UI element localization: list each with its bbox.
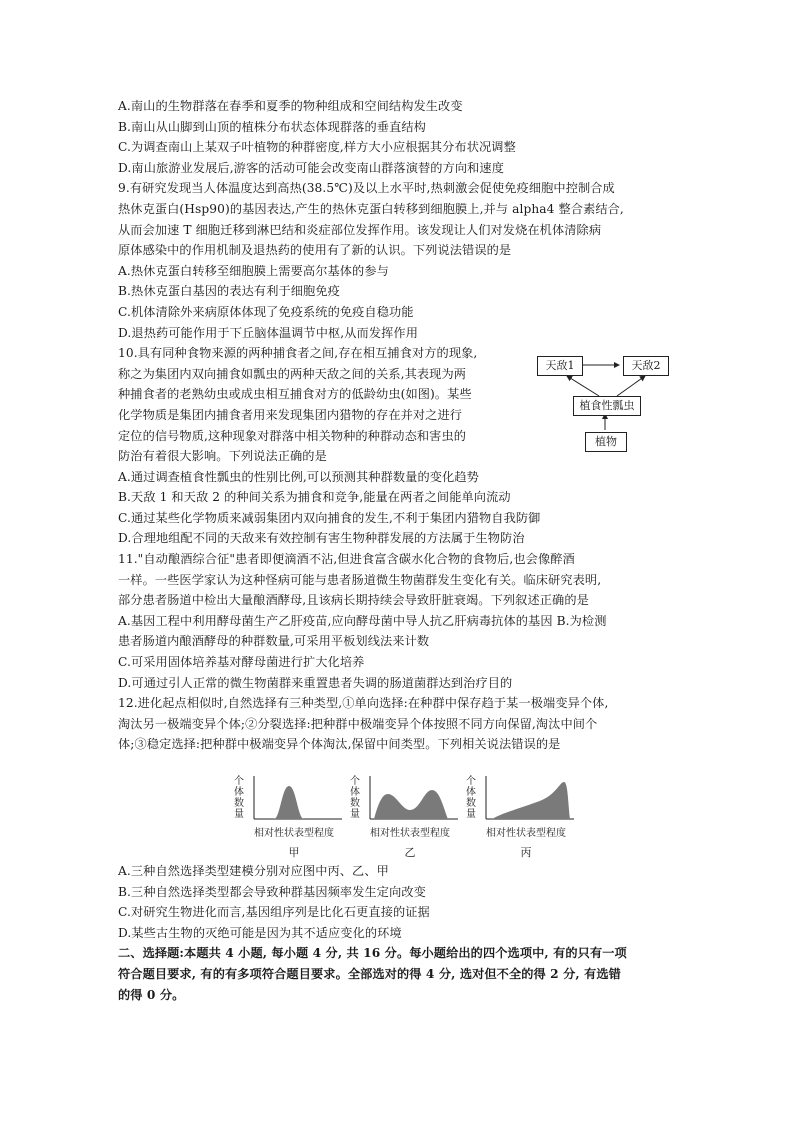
text-line: 称之为集团内双向捕食如瓢虫的两种天敌之间的关系,其表现为两 (118, 366, 467, 381)
text-line: 9.有研究发现当人体温度达到高热(38.5℃)及以上水平时,热刺激会促使免疫细胞中控制合成 (118, 181, 615, 196)
y-axis-label: 个体数量 (350, 776, 360, 820)
text-line: A.热休克蛋白转移至细胞膜上需要高尔基体的参与 (118, 263, 389, 278)
text-line: 11."自动酿酒综合征"患者即便滴酒不沾,但进食富含碳水化合物的食物后,也会像醉酒 (118, 552, 575, 567)
section-heading-line-1: 二、选择题:本题共 4 小题, 每小题 4 分, 共 16 分。每小题给出的四个选项中, 有的只有一项 (118, 946, 627, 961)
text-line: 患者肠道内酿酒酵母的种群数量,可采用平板划线法来计数 (118, 634, 430, 649)
text-line: C.通过某些化学物质来减弱集团内双向捕食的发生,不利于集团内猎物自我防御 (118, 510, 541, 525)
section-heading-line-2: 符合题目要求, 有的有多项符合题目要求。全部选对的得 4 分, 选对但不全的得 2 分, 有选错 (118, 966, 621, 981)
y-axis-label: 个体数量 (466, 776, 476, 820)
text-lines-after-figure (118, 861, 678, 943)
text-line: C.机体清除外来病原体体现了免疫系统的免疫自稳功能 (118, 304, 414, 319)
figure-bing (464, 774, 576, 864)
caption-bing: 丙 (520, 846, 532, 859)
text-line: A.三种自然选择类型建模分别对应图中丙、乙、甲 (118, 864, 389, 878)
text-line: 一样。一些医学家认为这种怪病可能与患者肠道微生物菌群发生变化有关。临床研究表明, (118, 572, 602, 587)
text-line: D.南山旅游业发展后,游客的活动可能会改变南山群落演替的方向和速度 (118, 160, 505, 175)
text-line: C.为调查南山上某双子叶植物的种群密度,样方大小应根据其分布状况调整 (118, 140, 516, 155)
text-line: A.通过调查植食性瓢虫的性别比例,可以预测其种群数量的变化趋势 (118, 469, 479, 484)
enemy2-box: 天敌2 (623, 356, 669, 376)
text-line: C.对研究生物进化而言,基因组序列是比化石更直接的证据 (118, 905, 430, 920)
section-heading-line-3: 的得 0 分。 (118, 987, 185, 1002)
text-line: 热休克蛋白(Hsp90)的基因表达,产生的热休克蛋白转移到细胞膜上,并与 alpha4 整合素结合, (118, 201, 624, 216)
herbivore-box: 植食性瓢虫 (573, 396, 641, 416)
enemy1-box: 天敌1 (537, 356, 583, 376)
question-text (118, 96, 678, 1005)
text-line: 从而会加速 T 细胞迁移到淋巴结和炎症部位发挥作用。该发现让人们对发烧在机体清除病 (118, 222, 602, 237)
plant-box: 植物 (585, 432, 627, 452)
text-line: 原体感染中的作用机制及退热药的使用有了新的认识。下列说法错误的是 (118, 243, 512, 258)
text-line: D.退热药可能作用于下丘脑体温调节中枢,从而发挥作用 (118, 325, 418, 340)
y-axis-label: 个体数量 (234, 776, 244, 820)
caption-jia: 甲 (288, 846, 300, 859)
curve-yi (362, 774, 462, 824)
text-line: 种捕食者的老熟幼虫或成虫相互捕食对方的低龄幼虫(如图)。某些 (118, 387, 472, 402)
text-line: 部分患者肠道中检出大量酿酒酵母,且该病长期持续会导致肝脏衰竭。下列叙述正确的是 (118, 593, 589, 608)
text-line: B.三种自然选择类型都会导致种群基因频率发生定向改变 (118, 884, 426, 899)
text-line: B.南山从山脚到山顶的植株分布状态体现群落的垂直结构 (118, 119, 426, 134)
figure-yi (348, 774, 460, 864)
text-line: 10.具有同种食物来源的两种捕食者之间,存在相互捕食对方的现象, (118, 346, 478, 361)
text-line: 淘汰另一极端变异个体;②分裂选择:把种群中极端变异个体按照不同方向保留,淘汰中间个 (118, 716, 598, 731)
text-line: 12.进化起点相似时,自然选择有三种类型,①单向选择:在种群中保存趋于某一极端变异个体, (118, 696, 609, 711)
text-line: 体;③稳定选择:把种群中极端变异个体淘汰,保留中间类型。下列相关说法错误的是 (118, 737, 561, 752)
text-line: 防治有着很大影响。下列说法正确的是 (118, 449, 327, 464)
text-line: C.可采用固体培养基对酵母菌进行扩大化培养 (118, 655, 365, 670)
x-axis-label: 相对性状表型程度 (370, 828, 450, 839)
curve-bing (478, 774, 578, 824)
text-line: A.南山的生物群落在春季和夏季的物种组成和空间结构发生改变 (118, 99, 463, 113)
x-axis-label: 相对性状表型程度 (486, 828, 566, 839)
text-line: D.某些古生物的灭绝可能是因为其不适应变化的环境 (118, 925, 402, 940)
selection-figures (232, 774, 576, 864)
curve-jia (246, 774, 346, 824)
figure-jia (232, 774, 344, 864)
text-line: B.热休克蛋白基因的表达有利于细胞免疫 (118, 284, 340, 299)
text-line: A.基因工程中利用酵母菌生产乙肝疫苗,应向酵母菌中导人抗乙肝病毒抗体的基因 B.为检测 (118, 613, 607, 628)
text-line: D.合理地组配不同的天敌来有效控制有害生物种群发展的方法属于生物防治 (118, 531, 525, 546)
text-line: 定位的信号物质,这种现象对群落中相关物种的种群动态和害虫的 (118, 428, 467, 443)
text-line: 化学物质是集团内捕食者用来发现集团内猎物的存在并对之进行 (118, 407, 463, 422)
text-line: D.可通过引人正常的微生物菌群来重置患者失调的肠道菌群达到治疗目的 (118, 675, 513, 690)
food-web-diagram (537, 352, 677, 454)
text-line: B.天敌 1 和天敌 2 的种间关系为捕食和竞争,能量在两者之间能单向流动 (118, 490, 511, 505)
x-axis-label: 相对性状表型程度 (254, 828, 334, 839)
caption-yi: 乙 (404, 846, 416, 859)
